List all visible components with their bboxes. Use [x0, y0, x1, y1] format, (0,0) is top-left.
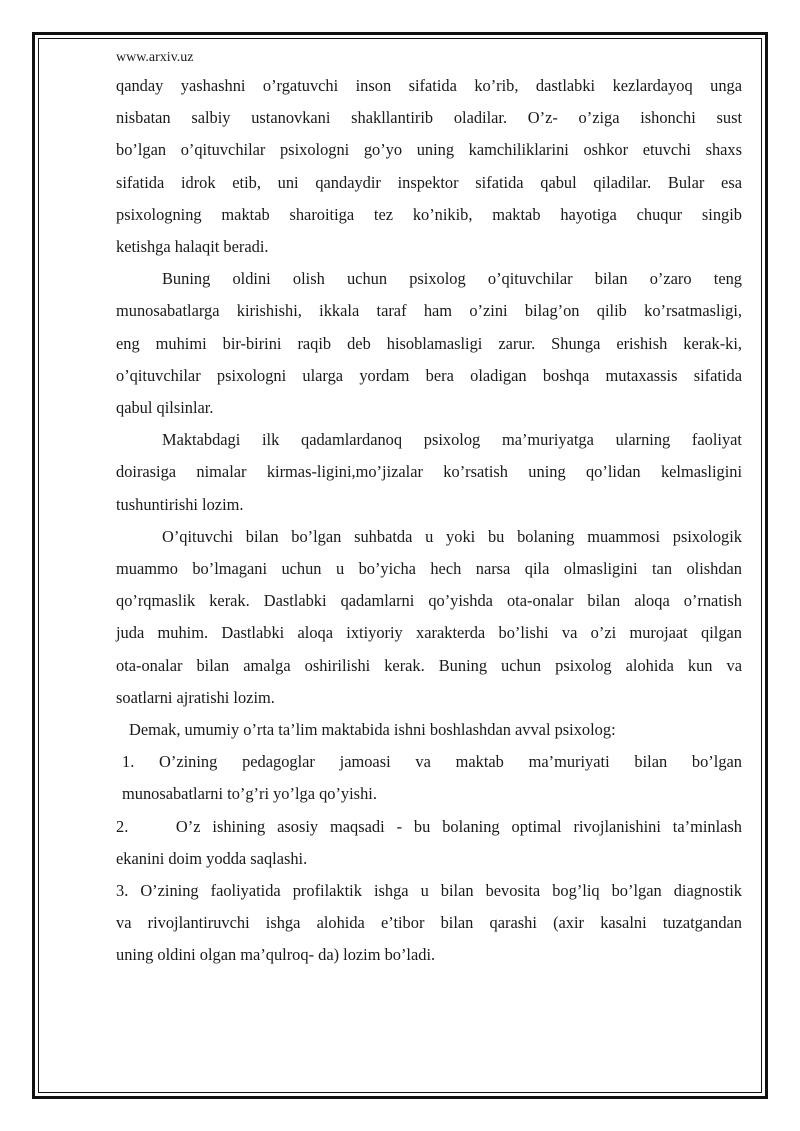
text-line: munosabatlarga kirishishi, ikkala taraf ham o’zini bilag’on qilib ko’rsatmasligi,: [116, 301, 742, 321]
text-line: ekanini doim yodda saqlashi.: [116, 848, 308, 868]
paragraph-4: [116, 521, 742, 714]
site-header: www.arxiv.uz: [116, 50, 194, 65]
text-line: 1. O’zining pedagoglar jamoasi va maktab ma’muriyati bilan bo’lgan: [122, 752, 742, 772]
text-line: uning oldini olgan ma’qulroq- da) lozim bo’ladi.: [116, 945, 436, 965]
page-content: [116, 46, 742, 972]
text-line: doirasiga nimalar kirmas-ligini,mo’jizalar ko’rsatish uning qo’lidan kelmasligini: [116, 462, 742, 482]
text-line: ota-onalar bilan amalga oshirilishi kerak. Buning uchun psixolog alohida kun va: [116, 655, 742, 675]
list-item-3: [116, 875, 742, 972]
text-line: tushuntirishi lozim.: [116, 494, 244, 514]
text-line: bo’lgan o’qituvchilar psixologni go’yo uning kamchiliklarini oshkor etuvchi shaxs: [116, 140, 742, 160]
text-line: muammo bo’lmagani uchun u bo’yicha hech narsa qila olmasligini tan olishdan: [116, 559, 742, 579]
text-line: qanday yashashni o’rgatuvchi inson sifatida ko’rib, dastlabki kezlardayoq unga: [116, 76, 742, 95]
text-line: va rivojlantiruvchi ishga alohida e’tibor bilan qarashi (axir kasalni tuzatgandan: [116, 913, 742, 933]
text-line: ketishga halaqit beradi.: [116, 237, 269, 257]
text-line: juda muhim. Dastlabki aloqa ixtiyoriy xarakterda bo’lishi va o’zi murojaat qilgan: [116, 623, 742, 643]
list-item-2: [116, 811, 742, 875]
text-line: O’qituvchi bilan bo’lgan suhbatda u yoki bu bolaning muammosi psixologik: [162, 526, 742, 546]
text-line: 2. O’z ishining asosiy maqsadi - bu bolaning optimal rivojlanishini ta’minlash: [116, 816, 742, 836]
text-line: Maktabdagi ilk qadamlardanoq psixolog ma’muriyatga ularning faoliyat: [162, 430, 742, 450]
list-intro: Demak, umumiy o’rta ta’lim maktabida ishni boshlashdan avval psixolog:: [129, 720, 616, 740]
paragraph-2: [116, 263, 742, 424]
text-line: sifatida idrok etib, uni qandaydir inspektor sifatida qabul qiladilar. Bular esa: [116, 172, 742, 192]
list-item-1: [116, 746, 742, 810]
text-line: Buning oldini olish uchun psixolog o’qituvchilar bilan o’zaro teng: [162, 269, 742, 289]
paragraph-3: [116, 424, 742, 521]
text-line: nisbatan salbiy ustanovkani shakllantirib oladilar. O’z- o’ziga ishonchi sust: [116, 108, 742, 128]
text-line: soatlarni ajratishi lozim.: [116, 687, 275, 707]
text-line: o’qituvchilar psixologni ularga yordam bera oladigan boshqa mutaxassis sifatida: [116, 365, 742, 385]
paragraph-1: [116, 70, 742, 263]
text-line: munosabatlarni to’g’ri yo’lga qo’yishi.: [122, 784, 377, 804]
text-line: 3. O’zining faoliyatida profilaktik ishga u bilan bevosita bog’liq bo’lgan diagnostik: [116, 881, 742, 901]
text-line: qo’rqmaslik kerak. Dastlabki qadamlarni qo’yishda ota-onalar bilan aloqa o’rnatish: [116, 591, 742, 611]
text-line: psixologning maktab sharoitiga tez ko’nikib, maktab hayotiga chuqur singib: [116, 204, 742, 224]
text-line: qabul qilsinlar.: [116, 398, 214, 418]
text-line: eng muhimi bir-birini raqib deb hisoblamasligi zarur. Shunga erishish kerak-ki,: [116, 333, 742, 353]
